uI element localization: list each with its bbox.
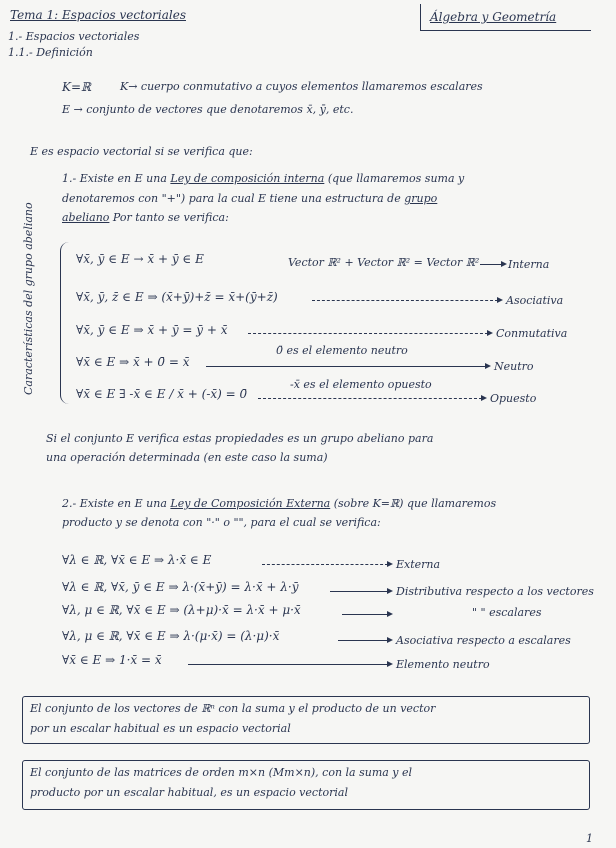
arrow [342, 614, 388, 615]
part2-line1-end: (sobre K=ℝ) que llamaremos [333, 497, 497, 510]
abelian-brace [60, 242, 69, 404]
page-title: Tema 1: Espacios vectoriales [10, 8, 186, 22]
arrow [312, 300, 498, 301]
ext-neutral-formula: ∀x̄ ∈ E ⇒ 1·x̄ = x̄ [62, 653, 162, 667]
arrow [258, 398, 482, 399]
part1-group-word: grupo [404, 192, 438, 205]
matrices-line2: producto por un escalar habitual, es un espacio vectorial [30, 786, 348, 799]
ext-assoc-label: Asociativa respecto a escalares [396, 634, 571, 647]
arrow [188, 664, 388, 665]
ext-distrib-vectors-label: Distributiva respecto a los vectores [396, 585, 594, 598]
prop-neutral-label: Neutro [494, 360, 534, 373]
prop-opposite-formula: ∀x̄ ∈ E ∃ -x̄ ∈ E / x̄ + (-x̄) = 0̄ [76, 387, 248, 401]
prop-internal-note: Vector ℝ² + Vector ℝ² = Vector ℝ² [288, 256, 480, 269]
e-definition: E → conjunto de vectores que denotaremos x̄, ȳ, etc. [62, 103, 354, 116]
part1-internal-law: Ley de composición interna [170, 172, 325, 185]
arrow [480, 264, 502, 265]
ext-distrib-scalars-label: " " escalares [472, 606, 542, 619]
arrow [206, 366, 486, 367]
k-definition: K→ cuerpo conmutativo a cuyos elementos llamaremos escalares [120, 80, 483, 93]
part1-line1-text: 1.- Existe en E una [62, 172, 167, 185]
prop-commutative-label: Conmutativa [496, 327, 568, 340]
arrow [338, 640, 388, 641]
ext-distrib-scalars-formula: ∀λ, μ ∈ ℝ, ∀x̄ ∈ E ⇒ (λ+μ)·x̄ = λ·x̄ + μ·x̄ [62, 603, 301, 617]
abelian-vertical-label: Características del grupo abeliano [22, 202, 35, 395]
ext-external-label: Externa [396, 558, 441, 571]
arrow [330, 591, 388, 592]
closing-line2: una operación determinada (en este caso la suma) [46, 451, 328, 464]
prop-opposite-note: -x̄ es el elemento opuesto [290, 378, 432, 391]
part2-line1 [62, 497, 496, 511]
part2-external-law: Ley de Composición Externa [170, 497, 331, 510]
closing-line1: Si el conjunto E verifica estas propiedades es un grupo abeliano para [46, 432, 434, 445]
matrices-line1: El conjunto de las matrices de orden m×n (Mm×n), con la suma y el [30, 766, 413, 779]
ext-neutral-label: Elemento neutro [396, 658, 490, 671]
prop-internal-label: Interna [508, 258, 550, 271]
prop-associative-formula: ∀x̄, ȳ, z̄ ∈ E ⇒ (x̄+ȳ)+z̄ = x̄+(ȳ+z̄) [76, 290, 278, 304]
prop-associative-label: Asociativa [506, 294, 564, 307]
prop-opposite-label: Opuesto [490, 392, 537, 405]
arrow [262, 564, 388, 565]
subject-title: Álgebra y Geometría [430, 10, 557, 24]
k-symbol: K=ℝ [62, 80, 91, 94]
part1-abelian-word: abeliano [62, 211, 110, 224]
prop-neutral-note: 0̄ es el elemento neutro [276, 344, 408, 357]
vectors-rn-line2: por un escalar habitual es un espacio vectorial [30, 722, 291, 735]
part1-line1 [62, 172, 464, 186]
prop-internal-formula: ∀x̄, ȳ ∈ E → x̄ + ȳ ∈ E [76, 252, 204, 266]
part1-line3 [62, 211, 229, 225]
ext-assoc-formula: ∀λ, μ ∈ ℝ, ∀x̄ ∈ E ⇒ λ·(μ·x̄) = (λ·μ)·x̄ [62, 629, 280, 643]
arrow [248, 333, 488, 334]
subsection-heading: 1.1.- Definición [8, 46, 93, 59]
part2-line2: producto y se denota con "·" o "", para el cual se verifica: [62, 516, 381, 529]
definition-line: E es espacio vectorial si se verifica que: [30, 145, 253, 158]
part1-line3-end: Por tanto se verifica: [112, 211, 229, 224]
part1-line2 [62, 192, 437, 206]
page-number: 1 [586, 832, 593, 845]
part1-line1-end: (que llamaremos suma y [327, 172, 465, 185]
vectors-rn-line1: El conjunto de los vectores de ℝⁿ con la suma y el producto de un vector [30, 702, 436, 715]
part2-line1-text: 2.- Existe en E una [62, 497, 167, 510]
ext-distrib-vectors-formula: ∀λ ∈ ℝ, ∀x̄, ȳ ∈ E ⇒ λ·(x̄+ȳ) = λ·x̄ + λ·ȳ [62, 580, 299, 594]
ext-external-formula: ∀λ ∈ ℝ, ∀x̄ ∈ E ⇒ λ·x̄ ∈ E [62, 553, 212, 567]
part1-line2-text: denotaremos con "+") para la cual E tiene una estructura de [62, 192, 401, 205]
section-heading: 1.- Espacios vectoriales [8, 30, 140, 43]
prop-commutative-formula: ∀x̄, ȳ ∈ E ⇒ x̄ + ȳ = ȳ + x̄ [76, 323, 228, 337]
prop-neutral-formula: ∀x̄ ∈ E ⇒ x̄ + 0̄ = x̄ [76, 355, 190, 369]
